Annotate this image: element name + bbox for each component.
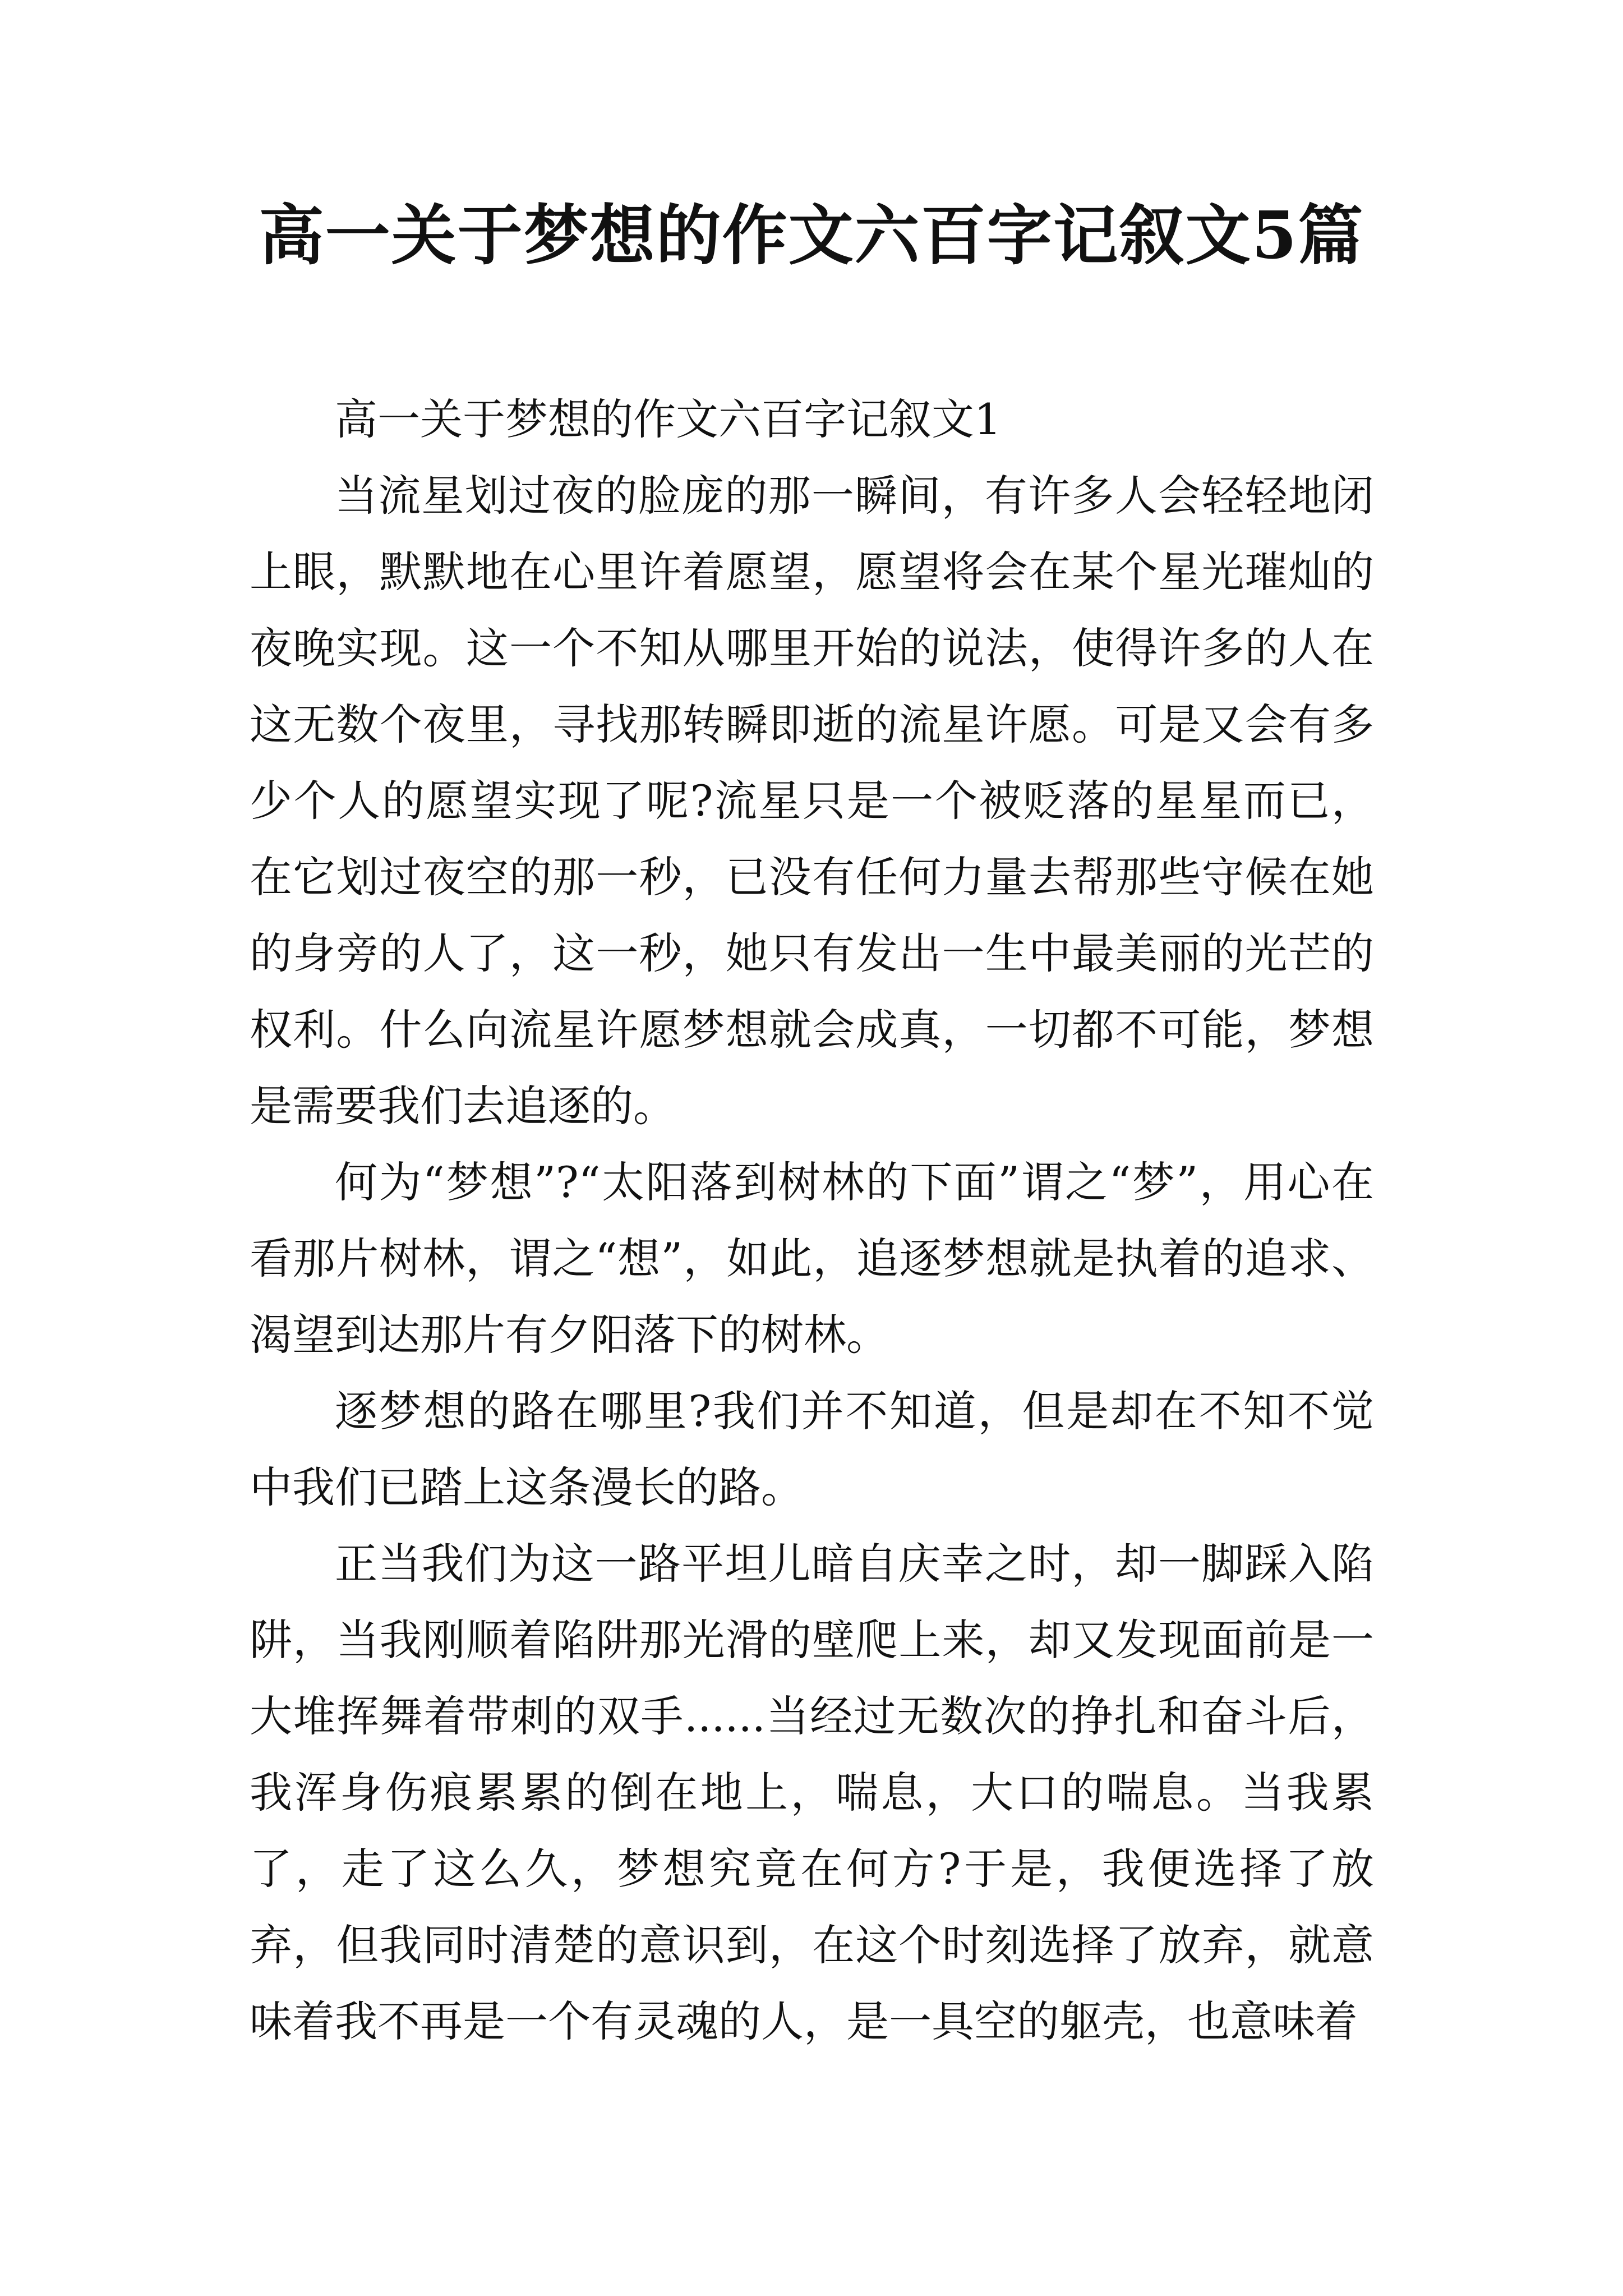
section-heading: 高一关于梦想的作文六百字记叙文1	[335, 394, 1002, 444]
document-body	[250, 381, 1374, 2060]
paragraph: 何为“梦想”?“太阳落到树林的下面”谓之“梦”，用心在看那片树林，谓之“想”，如此，追逐梦想就是执着的追求、渴望到达那片有夕阳落下的树林。	[250, 1157, 1374, 1360]
document-title: 高一关于梦想的作文六百字记叙文5篇	[259, 197, 1364, 274]
paragraph: 逐梦想的路在哪里?我们并不知道，但是却在不知不觉中我们已踏上这条漫长的路。	[250, 1386, 1374, 1512]
paragraph: 当流星划过夜的脸庞的那一瞬间，有许多人会轻轻地闭上眼，默默地在心里许着愿望，愿望将会在某个星光璀灿的夜晚实现。这一个不知从哪里开始的说法，使得许多的人在这无数个夜里，寻找那转瞬即逝的流星许愿。可是又会有多少个人的愿望实现了呢?流星只是一个被贬落的星星而已，在它划过夜空的那一秒，已没有任何力量去帮那些守候在她的身旁的人了，这一秒，她只有发出一生中最美丽的光芒的权利。什么向流星许愿梦想就会成真，一切都不可能，梦想是需要我们去追逐的。	[250, 471, 1374, 1131]
paragraph: 正当我们为这一路平坦儿暗自庆幸之时，却一脚踩入陷阱，当我刚顺着陷阱那光滑的壁爬上来，却又发现面前是一大堆挥舞着带刺的双手......当经过无数次的挣扎和奋斗后，我浑身伤痕累累的倒在地上，喘息，大口的喘息。当我累了，走了这么久，梦想究竟在何方?于是，我便选择了放弃，但我同时清楚的意识到，在这个时刻选择了放弃，就意味着我不再是一个有灵魂的人，是一具空的躯壳，也意味着	[250, 1539, 1374, 2046]
